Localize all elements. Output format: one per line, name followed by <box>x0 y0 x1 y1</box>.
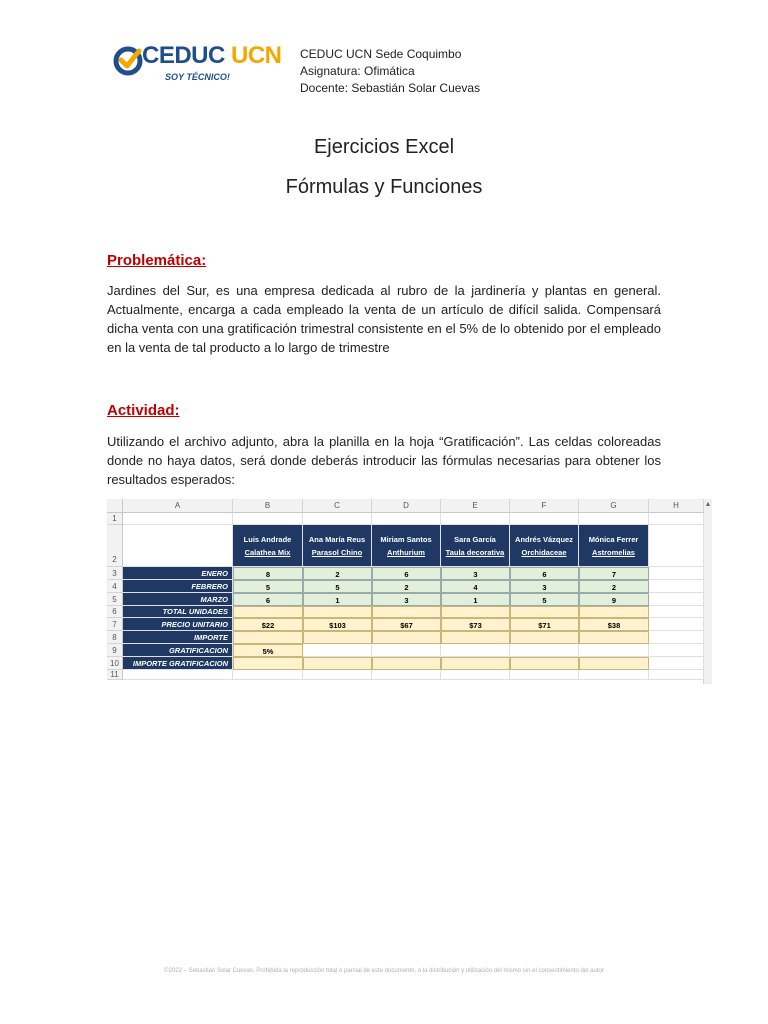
cell[interactable] <box>579 513 649 525</box>
cell[interactable] <box>649 513 704 525</box>
row-header-10[interactable]: 10 <box>107 657 123 670</box>
cell[interactable] <box>303 513 372 525</box>
logo-tagline: SOY TÉCNICO! <box>165 72 230 82</box>
data-cell[interactable]: 3 <box>510 580 579 593</box>
row-label[interactable]: GRATIFICACION <box>123 644 233 657</box>
data-cell[interactable] <box>303 657 372 670</box>
employee-name: Miriam Santos <box>380 535 432 544</box>
cell[interactable] <box>123 513 233 525</box>
data-cell[interactable]: 3 <box>441 567 510 580</box>
data-cell[interactable] <box>579 631 649 644</box>
data-cell[interactable] <box>441 631 510 644</box>
cell[interactable] <box>123 525 233 567</box>
vertical-scrollbar[interactable] <box>703 499 712 684</box>
spreadsheet-screenshot <box>107 499 712 684</box>
row-header-1[interactable]: 1 <box>107 513 123 525</box>
document-subtitle: Fórmulas y Funciones <box>285 176 483 198</box>
problematica-text: Jardines del Sur, es una empresa dedicada al rubro de la jardinería y plantas en general. Actualmente, encarga a cada empleado la venta de un artículo de difícil salida. Compensará dicha venta con una gratificación trimestral consistente en el 5% de lo obtenido por el empleado en la venta de tal producto a lo largo de trimestre <box>107 283 661 355</box>
product-name: Taula decorativa <box>445 548 505 557</box>
logo-ucn-text: UCN <box>231 42 282 69</box>
data-cell[interactable] <box>510 644 579 657</box>
data-cell[interactable] <box>233 631 303 644</box>
ceduc-ucn-logo <box>110 40 280 90</box>
row-header-7[interactable]: 7 <box>107 618 123 631</box>
header-asignatura: Asignatura: Ofimática <box>300 64 415 78</box>
product-name: Astromelias <box>592 548 635 557</box>
employee-header[interactable] <box>510 525 579 567</box>
header-sede: CEDUC UCN Sede Coquimbo <box>300 47 462 61</box>
product-name: Orchidaceae <box>521 548 567 557</box>
data-cell[interactable]: 2 <box>303 567 372 580</box>
column-header-B[interactable]: B <box>233 499 303 513</box>
cell[interactable] <box>510 670 579 680</box>
data-cell[interactable]: 4 <box>441 580 510 593</box>
column-header-F[interactable]: F <box>510 499 579 513</box>
cell[interactable] <box>510 513 579 525</box>
data-cell[interactable] <box>372 657 441 670</box>
column-header-A[interactable]: A <box>123 499 233 513</box>
employee-name: Andrés Vázquez <box>515 535 573 544</box>
cell[interactable] <box>649 525 704 567</box>
row-label[interactable]: TOTAL UNIDADES <box>123 606 233 618</box>
employee-header[interactable] <box>372 525 441 567</box>
employee-header[interactable] <box>303 525 372 567</box>
select-all-corner <box>107 499 123 513</box>
check-circle-icon <box>112 43 146 77</box>
data-cell[interactable]: 3 <box>372 593 441 606</box>
row-label[interactable]: IMPORTE GRATIFICACION <box>123 657 233 670</box>
data-cell[interactable]: $38 <box>579 618 649 631</box>
cell[interactable] <box>233 513 303 525</box>
column-header-C[interactable]: C <box>303 499 372 513</box>
employee-header[interactable] <box>233 525 303 567</box>
product-name: Anthurium <box>387 548 425 557</box>
data-cell[interactable]: 6 <box>233 593 303 606</box>
data-cell[interactable] <box>510 606 579 618</box>
cell[interactable] <box>649 593 704 606</box>
cell[interactable] <box>123 670 233 680</box>
data-cell[interactable]: 5% <box>233 644 303 657</box>
header-docente: Docente: Sebastián Solar Cuevas <box>300 81 481 95</box>
data-cell[interactable] <box>233 657 303 670</box>
cell[interactable] <box>372 513 441 525</box>
cell[interactable] <box>649 618 704 631</box>
employee-name: Ana María Reus <box>308 535 366 544</box>
data-cell[interactable]: 5 <box>233 580 303 593</box>
row-header-2[interactable]: 2 <box>107 525 123 567</box>
data-cell[interactable]: 6 <box>510 567 579 580</box>
data-cell[interactable]: 7 <box>579 567 649 580</box>
data-cell[interactable]: $67 <box>372 618 441 631</box>
data-cell[interactable]: 1 <box>441 593 510 606</box>
cell[interactable] <box>303 670 372 680</box>
data-cell[interactable] <box>372 606 441 618</box>
employee-name: Sara García <box>454 535 496 544</box>
row-label[interactable]: MARZO <box>123 593 233 606</box>
column-header-H[interactable]: H <box>649 499 704 513</box>
data-cell[interactable] <box>579 644 649 657</box>
data-cell[interactable] <box>441 644 510 657</box>
data-cell[interactable]: 6 <box>372 567 441 580</box>
product-name: Calathea Mix <box>244 548 291 557</box>
row-header-6[interactable]: 6 <box>107 606 123 618</box>
employee-name: Luis Andrade <box>243 535 292 544</box>
cell[interactable] <box>649 644 704 657</box>
logo-ceduc-text: CEDUC <box>142 42 225 69</box>
data-cell[interactable]: 8 <box>233 567 303 580</box>
column-header-E[interactable]: E <box>441 499 510 513</box>
cell[interactable] <box>441 513 510 525</box>
document-header <box>110 40 670 100</box>
row-header-11[interactable]: 11 <box>107 670 123 680</box>
column-header-G[interactable]: G <box>579 499 649 513</box>
cell[interactable] <box>372 670 441 680</box>
data-cell[interactable] <box>233 606 303 618</box>
column-header-D[interactable]: D <box>372 499 441 513</box>
row-header-5[interactable]: 5 <box>107 593 123 606</box>
header-info <box>300 46 480 97</box>
data-cell[interactable] <box>372 644 441 657</box>
data-cell[interactable]: 5 <box>303 580 372 593</box>
data-cell[interactable] <box>579 657 649 670</box>
row-label[interactable]: PRECIO UNITARIO <box>123 618 233 631</box>
problematica-heading: Problemática: <box>107 252 207 269</box>
row-header-4[interactable]: 4 <box>107 580 123 593</box>
actividad-text: Utilizando el archivo adjunto, abra la planilla en la hoja “Gratificación”. Las celdas coloreadas donde no haya datos, será donde deberás introducir las fórmulas necesarias para obtener los resultados esperados: <box>107 434 661 487</box>
data-cell[interactable]: 2 <box>372 580 441 593</box>
data-cell[interactable] <box>303 631 372 644</box>
document-title: Ejercicios Excel <box>313 136 455 158</box>
cell[interactable] <box>649 657 704 670</box>
data-cell[interactable]: $22 <box>233 618 303 631</box>
cell[interactable] <box>233 670 303 680</box>
cell[interactable] <box>649 631 704 644</box>
row-label[interactable]: ENERO <box>123 567 233 580</box>
employee-header[interactable] <box>441 525 510 567</box>
data-cell[interactable] <box>303 606 372 618</box>
data-cell[interactable]: $103 <box>303 618 372 631</box>
data-cell[interactable]: $73 <box>441 618 510 631</box>
cell[interactable] <box>649 670 704 680</box>
data-cell[interactable] <box>510 657 579 670</box>
data-cell[interactable]: 9 <box>579 593 649 606</box>
copyright-footer: ©2022 – Sebastián Solar Cuevas. Prohibida la reproducción total o parcial de este documento, o la distribución y utilización del mismo sin el consentimiento del autor <box>164 968 604 974</box>
row-label[interactable]: FEBRERO <box>123 580 233 593</box>
cell[interactable] <box>441 670 510 680</box>
cell[interactable] <box>649 567 704 580</box>
data-cell[interactable] <box>372 631 441 644</box>
data-cell[interactable] <box>441 606 510 618</box>
cell[interactable] <box>649 580 704 593</box>
row-header-3[interactable]: 3 <box>107 567 123 580</box>
row-header-9[interactable]: 9 <box>107 644 123 657</box>
cell[interactable] <box>649 606 704 618</box>
data-cell[interactable] <box>579 606 649 618</box>
data-cell[interactable] <box>510 631 579 644</box>
data-cell[interactable]: 2 <box>579 580 649 593</box>
data-cell[interactable]: $71 <box>510 618 579 631</box>
cell[interactable] <box>579 670 649 680</box>
data-cell[interactable] <box>441 657 510 670</box>
actividad-heading: Actividad: <box>107 402 180 419</box>
product-name: Parasol Chino <box>311 548 363 557</box>
row-label[interactable]: IMPORTE <box>123 631 233 644</box>
data-cell[interactable]: 1 <box>303 593 372 606</box>
scroll-up-arrow-icon[interactable]: ▲ <box>704 501 712 508</box>
employee-header[interactable] <box>579 525 649 567</box>
data-cell[interactable] <box>303 644 372 657</box>
row-header-8[interactable]: 8 <box>107 631 123 644</box>
employee-name: Mónica Ferrer <box>588 535 639 544</box>
data-cell[interactable]: 5 <box>510 593 579 606</box>
